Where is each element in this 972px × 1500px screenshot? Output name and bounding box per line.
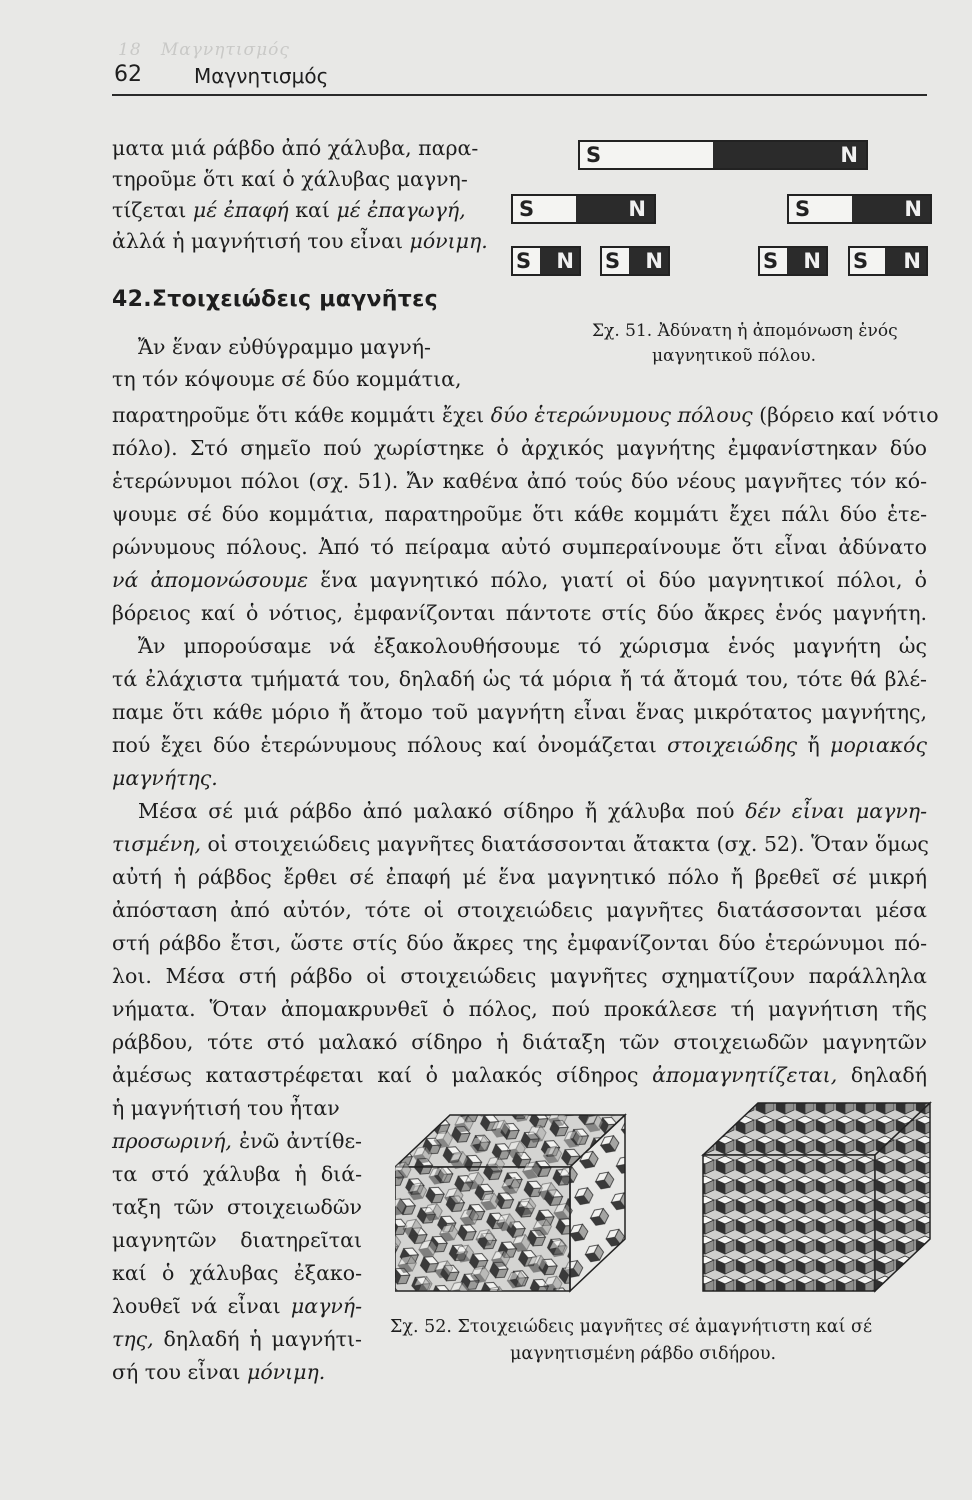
text-line: τά ἐλάχιστα τμήματά του, δηλαδή ὡς τά μόρια ἤ τά ἄτομά του, τότε θά βλέ-: [112, 667, 927, 691]
text-line: ψουμε σέ δύο κομμάτια, παρατηροῦμε ὅτι κάθε κομμάτι ἔχει πάλι δύο ἑτε-: [112, 502, 927, 526]
text-line: ματα μιά ράβδο ἀπό χάλυβα, παρα-: [112, 136, 479, 160]
unmagnetized-bar: [395, 1115, 625, 1291]
text-line: ἑτερώνυμοι πόλοι (σχ. 51). Ἄν καθένα ἀπό τούς δύο νέους μαγνῆτες τόν κό-: [112, 469, 927, 493]
figure-51-caption: μαγνητικοῦ πόλου.: [652, 346, 817, 366]
text-line: τισμένη, οἱ στοιχειώδεις μαγνῆτες διατάσσονται ἄτακτα (σχ. 52). Ὅταν ὅμως: [112, 832, 929, 856]
text-line: βόρειος καί ὁ νότιος, ἐμφανίζονται πάντοτε στίς δύο ἄκρες ἑνός μαγνήτη.: [112, 601, 927, 625]
magnet-half-right: S N: [787, 194, 932, 224]
magnet-whole: [578, 140, 868, 170]
text-line: ρώνυμους πόλους. Ἀπό τό πείραμα αὐτό συμπεραίνουμε ὅτι εἶναι ἀδύνατο: [112, 535, 927, 559]
figure-52: [395, 1095, 935, 1315]
text-line: Ἄν ἕναν εὐθύγραμμο μαγνή-: [138, 335, 431, 359]
north-pole-label: N: [713, 142, 866, 168]
magnet-quarter: S N: [848, 246, 928, 276]
text-line: παμε ὅτι κάθε μόριο ἤ ἄτομο τοῦ μαγνήτη εἶναι ἕνας μικρότατος μαγνήτης,: [112, 700, 927, 724]
text-line: τηροῦμε ὅτι καί ὁ χάλυβας μαγνη-: [112, 167, 468, 191]
section-heading: 42.Στοιχειώδεις μαγνῆτες: [112, 287, 438, 312]
bleed-through-text: 18 Μαγνητισμός: [118, 40, 290, 60]
text-line: ἀπόσταση ἀπό αὐτόν, τότε οἱ στοιχειώδεις μαγνῆτες διατάσσονται μέσα: [112, 898, 927, 922]
text-line: νά ἀπομονώσουμε ἕνα μαγνητικό πόλο, γιατί οἱ δύο μαγνητικοί πόλοι, ὁ: [112, 568, 927, 592]
text-line: πόλο). Στό σημεῖο πού χωρίστηκε ὁ ἀρχικός μαγνήτης ἐμφανίστηκαν δύο: [112, 436, 927, 460]
south-pole-label: S: [586, 143, 602, 167]
text-line: μαγνητῶν διατηρεῖται: [112, 1228, 362, 1252]
text-line: τα στό χάλυβα ἡ διά-: [112, 1162, 362, 1186]
magnetized-bar: [703, 1103, 930, 1291]
text-line: λοι. Μέσα στή ράβδο οἱ στοιχειώδεις μαγνῆτες σχηματίζουν παράλληλα: [112, 964, 927, 988]
magnet-half-left: S N: [511, 194, 656, 224]
text-line: ἀμέσως καταστρέφεται καί ὁ μαλακός σίδηρος ἀπομαγνητίζεται, δηλαδή: [112, 1063, 927, 1087]
figure-52-caption: μαγνητισμένη ράβδο σιδήρου.: [510, 1344, 777, 1364]
magnet-quarter: S N: [758, 246, 828, 276]
text-line: στή ράβδο ἔτσι, ὥστε στίς δύο ἄκρες της ἐμφανίζονται δύο ἑτερώνυμοι πό-: [112, 931, 927, 955]
text-line: μαγνήτης.: [112, 766, 218, 790]
page-header: [112, 62, 927, 96]
text-line: ταξη τῶν στοιχειωδῶν: [112, 1195, 362, 1219]
text-line: τίζεται μέ ἐπαφή καί μέ ἐπαγωγή,: [112, 198, 466, 222]
text-line: σή του εἶναι μόνιμη.: [112, 1360, 326, 1384]
text-line: λουθεῖ νά εἶναι μαγνή-: [112, 1294, 362, 1318]
figure-52-caption: Σχ. 52. Στοιχειώδεις μαγνῆτες σέ ἀμαγνήτιστη καί σέ: [390, 1317, 873, 1337]
text-line: καί ὁ χάλυβας ἐξακο-: [112, 1261, 362, 1285]
text-line: αὐτή ἡ ράβδος ἔρθει σέ ἐπαφή μέ ἕνα μαγνητικό πόλο ἤ βρεθεῖ σέ μικρή: [112, 865, 927, 889]
text-line: ράβδου, τότε στό μαλακό σίδηρο ἡ διάταξη τῶν στοιχειωδῶν μαγνητῶν: [112, 1030, 927, 1054]
text-line: της, δηλαδή ἡ μαγνήτι-: [112, 1327, 362, 1351]
text-line: πού ἔχει δύο ἑτερώνυμους πόλους καί ὀνομάζεται στοιχειώδης ἤ μοριακός: [112, 733, 927, 757]
text-line: παρατηροῦμε ὅτι κάθε κομμάτι ἔχει δύο ἑτερώνυμους πόλους (βόρειο καί νότιο: [112, 403, 939, 427]
figure-51-caption: Σχ. 51. Ἀδύνατη ἡ ἀπομόνωση ἑνός: [592, 321, 898, 341]
text-line: νήματα. Ὅταν ἀπομακρυνθεῖ ὁ πόλος, πού προκάλεσε τή μαγνήτιση τῆς: [112, 997, 927, 1021]
text-line: ἡ μαγνήτισή του ἦταν: [112, 1096, 340, 1120]
text-line: τη τόν κόψουμε σέ δύο κομμάτια,: [112, 367, 462, 391]
page-number: 62: [114, 62, 142, 87]
text-line: ἀλλά ἡ μαγνήτισή του εἶναι μόνιμη.: [112, 229, 488, 253]
magnet-quarter: S N: [511, 246, 581, 276]
text-line: προσωρινή, ἐνῶ ἀντίθε-: [112, 1129, 362, 1153]
running-title: Μαγνητισμός: [194, 64, 329, 88]
text-line: Μέσα σέ μιά ράβδο ἀπό μαλακό σίδηρο ἤ χάλυβα πού δέν εἶναι μαγνη-: [138, 799, 927, 823]
magnet-quarter: S N: [600, 246, 670, 276]
text-line: Ἄν μπορούσαμε νά ἐξακολουθήσουμε τό χώρισμα ἑνός μαγνήτη ὡς: [138, 634, 927, 658]
